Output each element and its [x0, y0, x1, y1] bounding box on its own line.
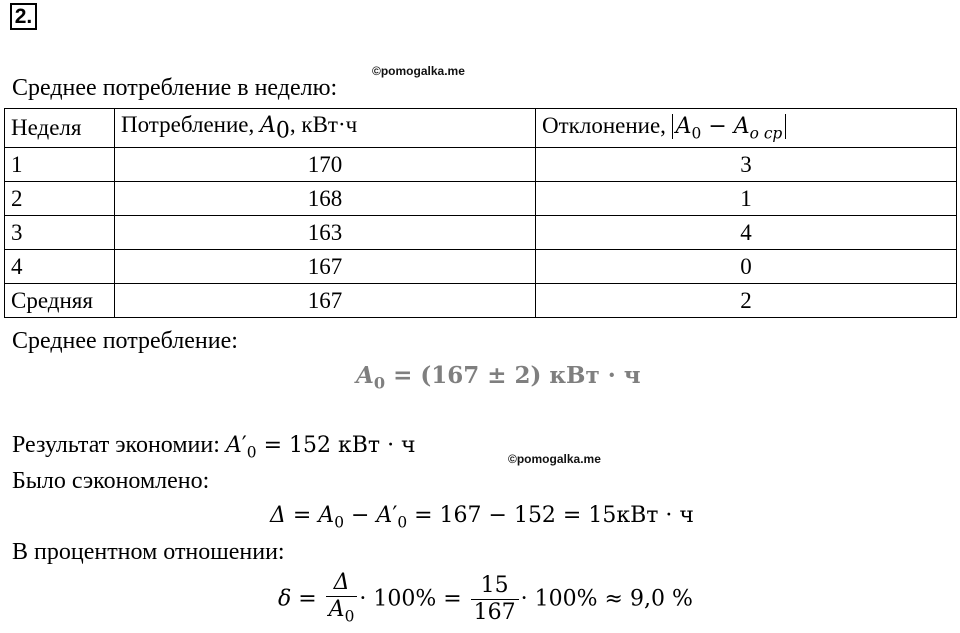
header-week: Неделя	[5, 109, 115, 148]
heading-weekly: Среднее потребление в неделю:	[12, 75, 338, 101]
cell-deviation: 2	[536, 284, 957, 318]
cell-week: 4	[5, 250, 115, 284]
heading-saved: Было сэкономлено:	[12, 468, 210, 494]
cell-consumption: 168	[115, 182, 536, 216]
cell-consumption: 163	[115, 216, 536, 250]
fraction-15-over-167: $\frac{15}{167}$	[471, 573, 519, 626]
percent-equation: δ = $\frac{\Delta}{A_0}$ · 100% = $\frac{15}{167}$ · 100% ≈ 9,0 %	[278, 570, 693, 629]
cell-consumption: 167	[115, 284, 536, 318]
average-equation: $A_0 = (167 \pm 2)$ кВт · ч	[356, 362, 641, 393]
table-header-row	[5, 109, 957, 148]
consumption-table	[4, 108, 957, 318]
cell-deviation: 0	[536, 250, 957, 284]
cell-deviation: 4	[536, 216, 957, 250]
cell-week: Средняя	[5, 284, 115, 318]
table-row	[5, 148, 957, 182]
delta-equation: $\Delta = A_0 - A'_0 = 167 - 152 = 15кВт \cdot ч$	[270, 503, 694, 532]
watermark-top: ©pomogalka.me	[372, 64, 465, 78]
cell-deviation: 1	[536, 182, 957, 216]
result-line: Результат экономии: $A'_0 = 152$ кВт · ч	[12, 432, 416, 462]
header-consumption: Потребление, $A_0$, кВт·ч	[115, 109, 536, 148]
heading-average: Среднее потребление:	[12, 328, 238, 354]
table-row-average	[5, 284, 957, 318]
heading-percent: В процентном отношении:	[12, 539, 285, 565]
header-deviation: Отклонение, $A_0 - A_{o ср}$	[536, 109, 957, 148]
cell-week: 2	[5, 182, 115, 216]
task-number: 2.	[10, 3, 37, 30]
table-row	[5, 182, 957, 216]
cell-consumption: 170	[115, 148, 536, 182]
cell-week: 3	[5, 216, 115, 250]
watermark-bottom: ©pomogalka.me	[508, 452, 601, 466]
table-row	[5, 216, 957, 250]
table-row	[5, 250, 957, 284]
cell-deviation: 3	[536, 148, 957, 182]
cell-consumption: 167	[115, 250, 536, 284]
fraction-delta-over-a0: $\frac{\Delta}{A_0}$	[326, 570, 358, 629]
cell-week: 1	[5, 148, 115, 182]
